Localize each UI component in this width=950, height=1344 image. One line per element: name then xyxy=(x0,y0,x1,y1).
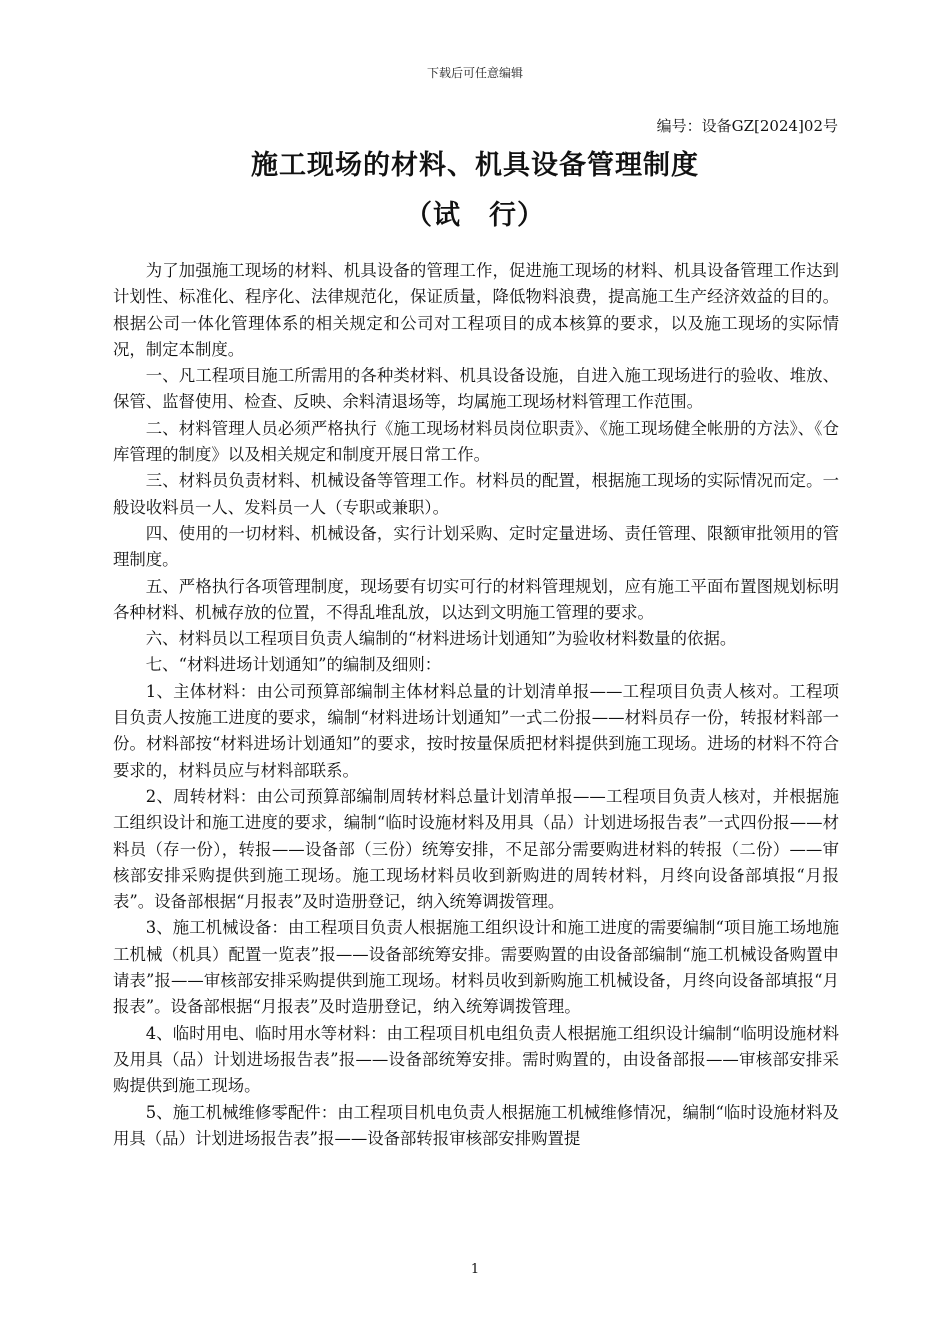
section-7-heading: 七、“材料进场计划通知”的编制及细则： xyxy=(145,655,442,675)
item-4-paragraph: 4、临时用电、临时用水等材料：由工程项目机电组负责人根据施工组织设计编制“临明设施材料及用具（品）计划进场报告表”报——设备部统筹安排。需时购置的，由设备部报——审核部安排采购提供到施工现场。 xyxy=(113,1023,839,1096)
page-number: 1 xyxy=(470,1262,480,1277)
intro-paragraph: 为了加强施工现场的材料、机具设备的管理工作，促进施工现场的材料、机具设备管理工作达到计划性、标准化、程序化、法律规范化，保证质量，降低物料浪费，提高施工生产经济效益的目的。根据公司一体化管理体系的相关规定和公司对工程项目的成本核算的要求，以及施工现场的实际情况，制定本制度。 xyxy=(113,261,839,359)
section-4-paragraph: 四、使用的一切材料、机械设备，实行计划采购、定时定量进场、责任管理、限额审批领用的管理制度。 xyxy=(113,523,839,570)
item-2-paragraph: 2、周转材料：由公司预算部编制周转材料总量计划清单报——工程项目负责人核对，并根据施工组织设计和施工进度的要求，编制“临时设施材料及用具（品）计划进场报告表”一式四份报——材料员（存一份），转报——设备部（三份）统筹安排，不足部分需要购进材料的转报（二份）——审核部安排采购提供到施工现场。施工现场材料员收到新购进的周转材料，月终向设备部填报“月报表”。设备部根据“月报表”及时造册登记，纳入统筹调拨管理。 xyxy=(113,786,839,912)
document-body xyxy=(113,258,839,1152)
section-3-paragraph: 三、材料员负责材料、机械设备等管理工作。材料员的配置，根据施工现场的实际情况而定。一般设收料员一人、发料员一人（专职或兼职）。 xyxy=(113,471,839,517)
document-subtitle: （试 行） xyxy=(405,200,545,231)
section-2-paragraph: 二、材料管理人员必须严格执行《施工现场材料员岗位职责》、《施工现场健全帐册的方法》、《仓库管理的制度》以及相关规定和制度开展日常工作。 xyxy=(113,418,839,465)
item-5-paragraph: 5、施工机械维修零配件：由工程项目机电负责人根据施工机械维修情况，编制“临时设施材料及用具（品）计划进场报告表”报——设备部转报审核部安排购置提 xyxy=(113,1102,839,1148)
item-1-paragraph: 1、主体材料：由公司预算部编制主体材料总量的计划清单报——工程项目负责人核对。工程项目负责人按施工进度的要求，编制“材料进场计划通知”一式二份报——材料员存一份，转报材料部一份。材料部按“材料进场计划通知”的要求，按时按量保质把材料提供到施工现场。进场的材料不符合要求的，材料员应与材料部联系。 xyxy=(113,681,839,780)
section-1-paragraph: 一、凡工程项目施工所需用的各种类材料、机具设备设施，自进入施工现场进行的验收、堆放、保管、监督使用、检查、反映、余料清退场等，均属施工现场材料管理工作范围。 xyxy=(113,366,839,412)
document-title: 施工现场的材料、机具设备管理制度 xyxy=(251,150,699,181)
document-number: 编号：设备GZ[2024]02号 xyxy=(656,117,838,135)
download-note: 下载后可任意编辑 xyxy=(426,66,523,80)
section-6-paragraph: 六、材料员以工程项目负责人编制的“材料进场计划通知”为验收材料数量的依据。 xyxy=(145,629,737,649)
item-3-paragraph: 3、施工机械设备：由工程项目负责人根据施工组织设计和施工进度的需要编制“项目施工场地施工机械（机具）配置一览表”报——设备部统筹安排。需要购置的由设备部编制“施工机械设备购置申请表”报——审核部安排采购提供到施工现场。材料员收到新购施工机械设备，月终向设备部填报“月报表”。设备部根据“月报表”及时造册登记，纳入统筹调拨管理。 xyxy=(113,918,839,1017)
section-5-paragraph: 五、严格执行各项管理制度，现场要有切实可行的材料管理规划，应有施工平面布置图规划标明各种材料、机械存放的位置，不得乱堆乱放，以达到文明施工管理的要求。 xyxy=(113,576,839,622)
